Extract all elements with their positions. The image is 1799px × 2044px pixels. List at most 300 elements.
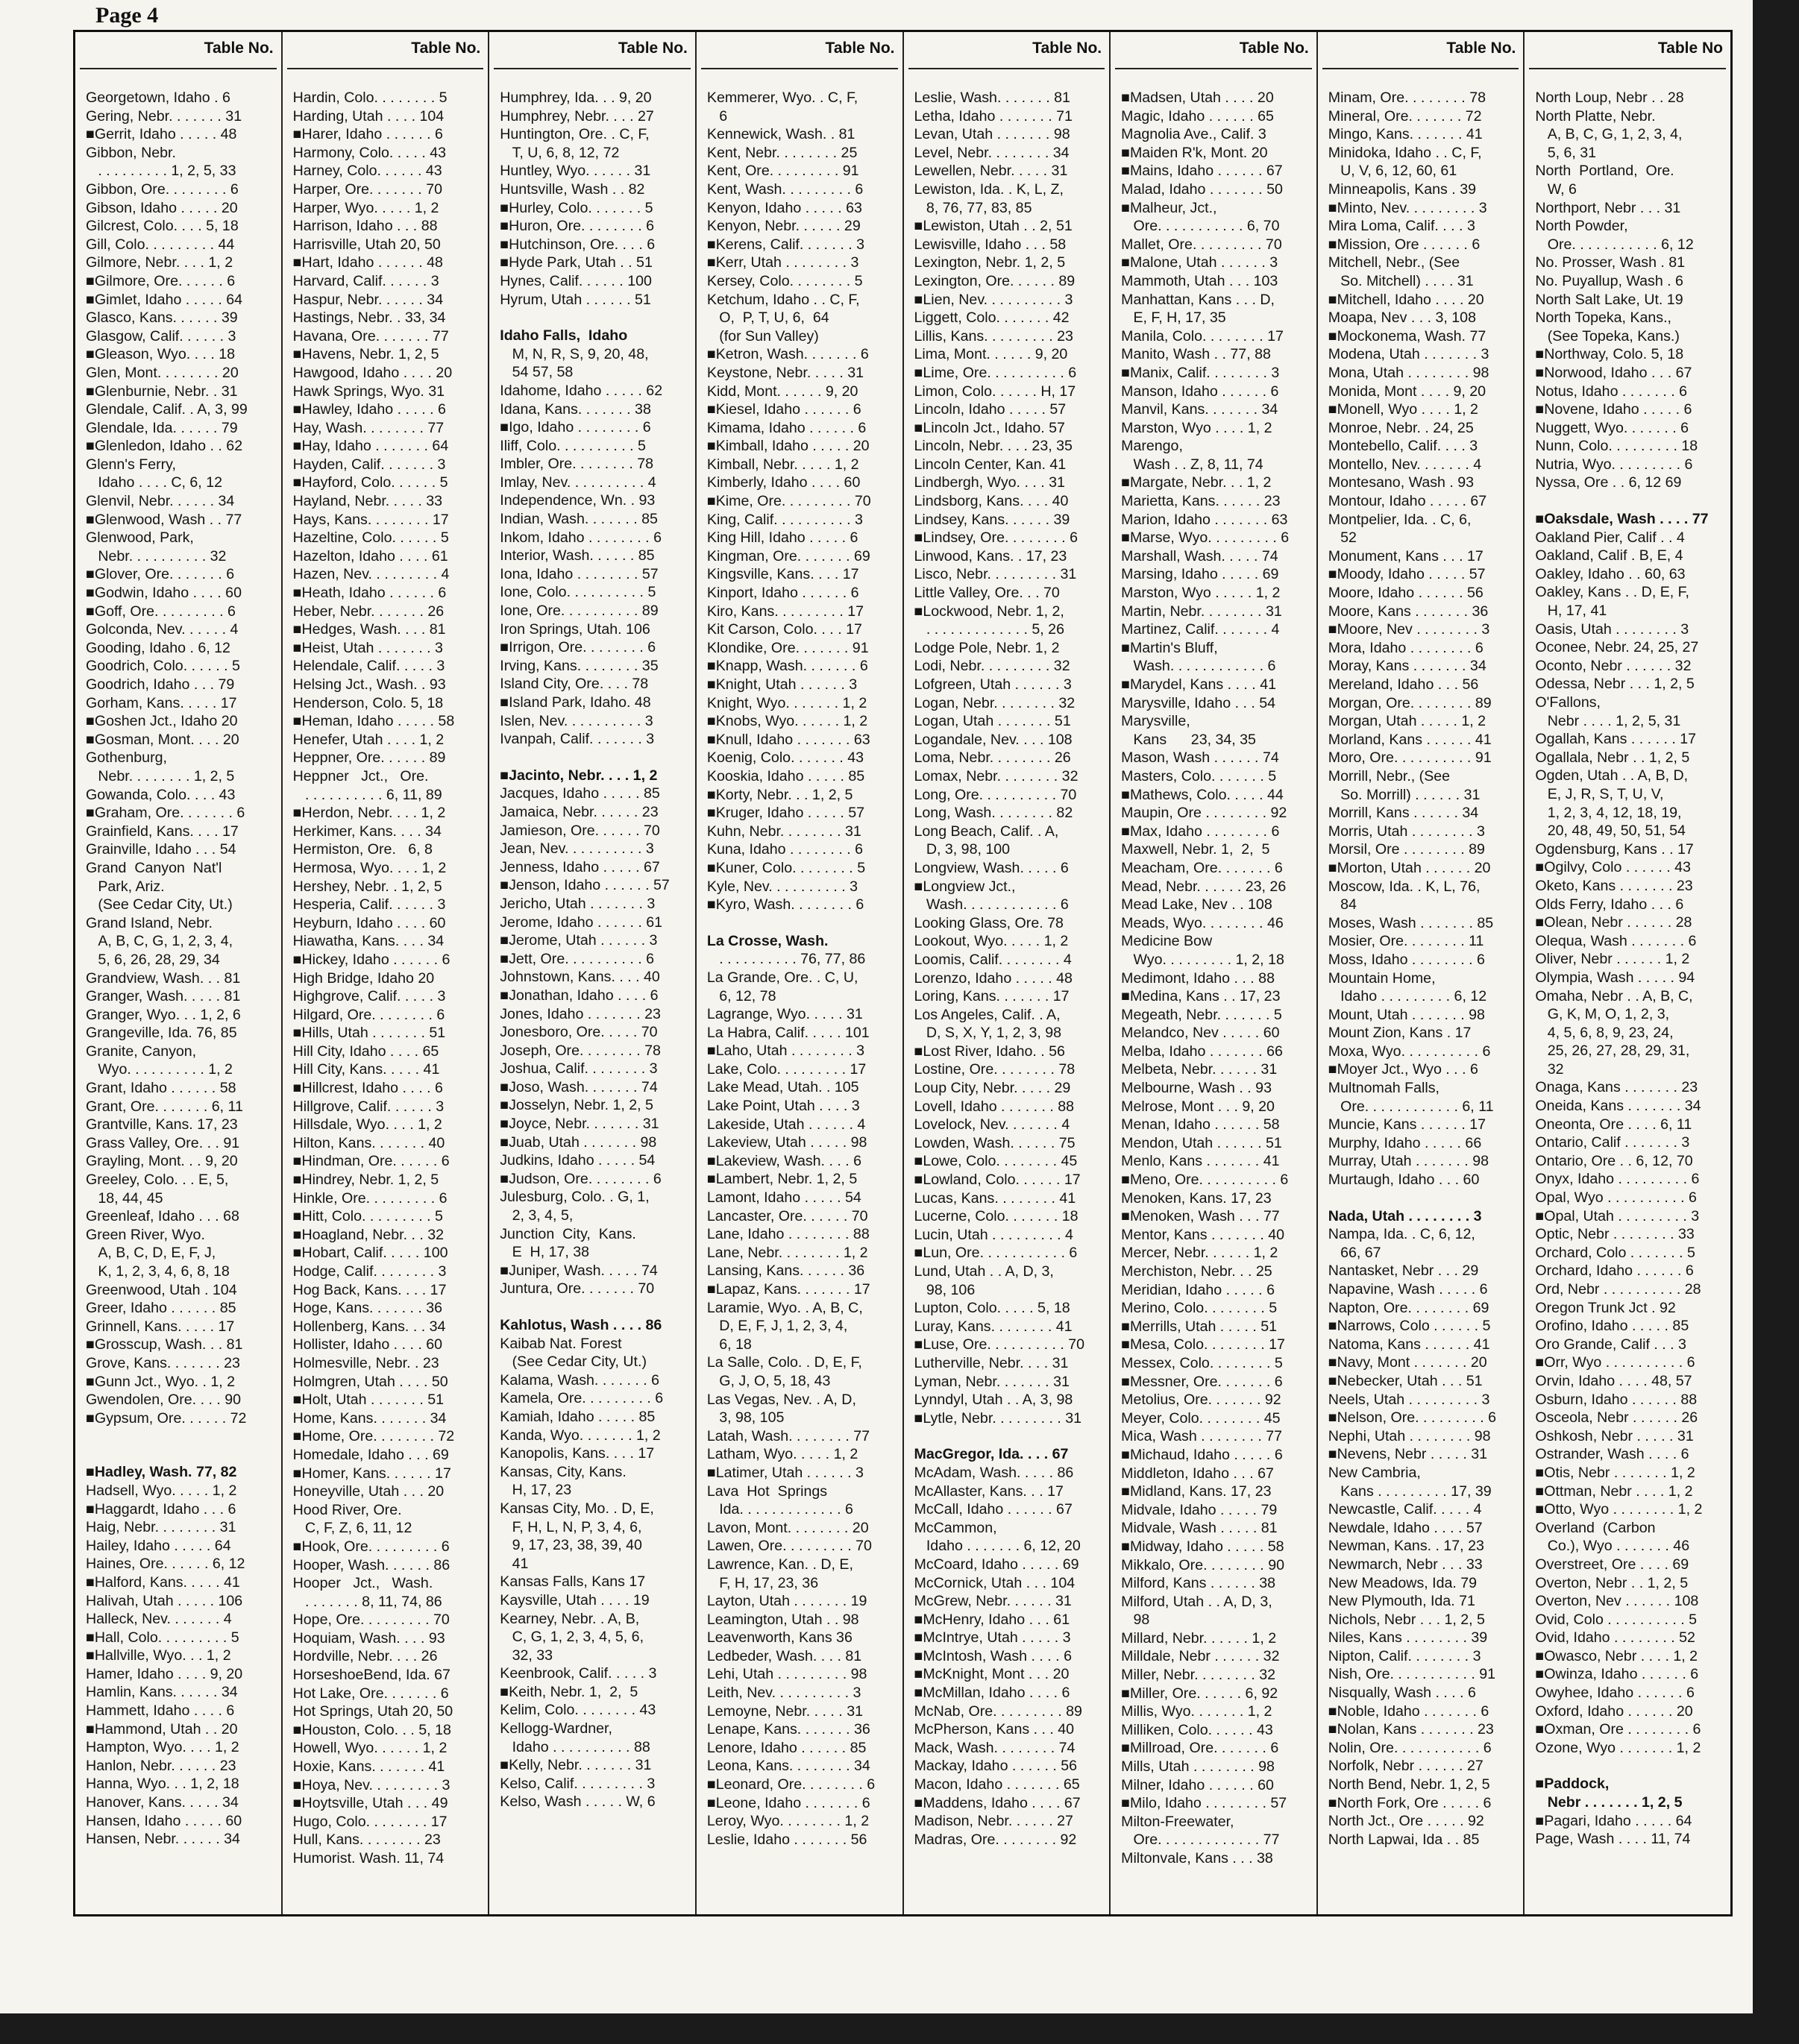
station-entry: ■Hadley, Wash. 77, 82	[86, 1464, 237, 1481]
station-entry: Islen, Nev. . . . . . . . . . 3	[500, 712, 653, 729]
station-entry: 66, 67	[1328, 1244, 1381, 1261]
station-entry: Julesburg, Colo. . G, 1,	[500, 1189, 650, 1206]
station-entry: Harmony, Colo. . . . . 43	[292, 144, 447, 161]
station-entry: ■Paddock,	[1535, 1776, 1610, 1793]
station-entry: Kaysville, Utah . . . . 19	[500, 1591, 650, 1609]
station-entry: Messex, Colo. . . . . . . . 5	[1121, 1354, 1283, 1371]
station-entry: 98	[1121, 1611, 1150, 1629]
station-entry: Murphy, Idaho . . . . . 66	[1328, 1134, 1482, 1151]
station-entry: ■Lambert, Nebr. 1, 2, 5	[706, 1171, 858, 1188]
station-entry: Greeley, Colo. . . E, 5,	[86, 1172, 229, 1189]
station-entry: Nyssa, Ore . . 6, 12 69	[1535, 474, 1682, 491]
station-entry: Kiro, Kans. . . . . . . . . 17	[706, 603, 864, 620]
station-entry: Mendon, Utah . . . . . . 51	[1121, 1134, 1282, 1151]
station-entry: Leith, Nev. . . . . . . . . . 3	[706, 1685, 861, 1702]
station-entry: Honeyville, Utah . . . 20	[292, 1483, 445, 1500]
station-entry: Mona, Utah . . . . . . . . 98	[1328, 364, 1489, 381]
station-entry: Kansas Falls, Kans 17	[500, 1573, 646, 1591]
station-entry: Megeath, Nebr. . . . . . . 5	[1121, 1006, 1282, 1023]
station-entry: Kuhn, Nebr. . . . . . . . 31	[706, 823, 861, 840]
station-entry: Hammett, Idaho . . . . 6	[86, 1702, 235, 1720]
station-entry: 5, 6, 26, 28, 29, 34	[86, 951, 220, 968]
station-entry: Ogallah, Kans . . . . . . 17	[1535, 731, 1697, 748]
station-entry: Lexington, Nebr. 1, 2, 5	[914, 254, 1066, 271]
station-entry: Morrill, Kans . . . . . . 34	[1328, 805, 1479, 822]
station-entry: Green River, Wyo.	[86, 1226, 205, 1243]
station-entry: Menoken, Kans. 17, 23	[1121, 1189, 1272, 1207]
station-entry: Morris, Utah . . . . . . . . 3	[1328, 823, 1485, 840]
station-entry: Hazelton, Idaho . . . . 61	[292, 547, 448, 565]
station-entry: Ontario, Ore . . 6, 12, 70	[1535, 1152, 1693, 1169]
station-entry: Olds Ferry, Idaho . . . 6	[1535, 896, 1684, 913]
station-entry: Omaha, Nebr . . A, B, C,	[1535, 987, 1693, 1004]
station-entry: Lookout, Wyo. . . . . 1, 2	[914, 933, 1069, 950]
station-entry: Oshkosh, Nebr . . . . . 31	[1535, 1427, 1694, 1444]
station-entry: Grandview, Wash. . . 81	[86, 969, 241, 987]
station-entry: Iliff, Colo. . . . . . . . . . 5	[500, 437, 646, 454]
station-entry: Jean, Nev. . . . . . . . . . 3	[500, 840, 654, 858]
station-entry: Lewisville, Idaho . . . 58	[914, 236, 1067, 253]
station-entry: ■Gosman, Mont. . . . 20	[86, 731, 239, 748]
station-entry: ■Novene, Idaho . . . . . 6	[1535, 401, 1692, 418]
station-entry: Overstreet, Ore . . . . 69	[1535, 1556, 1689, 1573]
station-entry: Milliken, Colo. . . . . . 43	[1121, 1721, 1273, 1738]
station-entry: Moss, Idaho . . . . . . . . 6	[1328, 951, 1485, 968]
station-entry: Hailey, Idaho . . . . . 64	[86, 1537, 231, 1554]
station-entry: Heppner, Ore. . . . . . 89	[292, 749, 446, 767]
station-entry: Henderson, Colo. 5, 18	[292, 694, 444, 711]
station-entry: Hastings, Nebr. . 33, 34	[292, 309, 446, 327]
station-entry: ■Mesa, Colo. . . . . . . . 17	[1121, 1336, 1285, 1353]
station-entry: Juntura, Ore. . . . . . . 70	[500, 1280, 655, 1298]
station-entry: Kuna, Idaho . . . . . . . . 6	[706, 841, 863, 858]
station-entry: ■Haggardt, Idaho . . . 6	[86, 1500, 236, 1518]
station-entry: ■Oxman, Ore . . . . . . . . 6	[1535, 1721, 1701, 1738]
station-entry: Glenwood, Park,	[86, 529, 194, 547]
station-entry: North Powder,	[1535, 218, 1628, 235]
station-entry: Gering, Nebr. . . . . . . 31	[86, 107, 242, 125]
station-entry: ■Hart, Idaho . . . . . . 48	[292, 254, 443, 271]
station-entry: ■Midway, Idaho . . . . . 58	[1121, 1538, 1284, 1555]
station-entry: Mack, Wash. . . . . . . . 74	[914, 1739, 1076, 1756]
station-entry: Idahome, Idaho . . . . . 62	[500, 382, 663, 399]
station-entry: Halivah, Utah . . . . . 106	[86, 1592, 243, 1609]
station-entry: ■Moody, Idaho . . . . . 57	[1328, 566, 1486, 583]
station-entry: Mereland, Idaho . . . 56	[1328, 676, 1479, 693]
station-entry: ■Miller, Ore. . . . . . 6, 92	[1121, 1685, 1278, 1702]
station-entry: Hollenberg, Kans. . . 34	[292, 1318, 446, 1335]
station-entry: Meyer, Colo. . . . . . . . 45	[1121, 1409, 1281, 1427]
station-entry: ■Judson, Ore. . . . . . . . 6	[500, 1170, 662, 1187]
column-header: Table No.	[494, 32, 691, 69]
station-entry: Granger, Wash. . . . . 81	[86, 988, 241, 1005]
station-entry: 2, 3, 4, 5,	[500, 1207, 574, 1224]
station-entry: Hynes, Calif. . . . . . 100	[500, 272, 652, 289]
station-entry: ■Irrigon, Ore. . . . . . . . 6	[500, 639, 656, 656]
station-entry: McGrew, Nebr. . . . . . 31	[914, 1593, 1072, 1610]
station-entry: Modena, Utah . . . . . . . 3	[1328, 346, 1489, 363]
station-entry: Lomax, Nebr. . . . . . . . 32	[914, 767, 1079, 784]
station-entry: McCall, Idaho . . . . . . 67	[914, 1501, 1073, 1518]
station-entry: G, J, O, 5, 18, 43	[706, 1372, 831, 1389]
station-entry: ■Knapp, Wash. . . . . . . 6	[706, 658, 868, 675]
station-entry: Grayling, Mont. . . 9, 20	[86, 1153, 238, 1170]
station-entry: . . . . . . . . . 1, 2, 5, 33	[86, 163, 236, 180]
station-entry: Marietta, Kans. . . . . . 23	[1121, 493, 1281, 510]
station-entry: ■Jett, Ore. . . . . . . . . . 6	[500, 950, 654, 967]
station-entry: ■Otto, Wyo . . . . . . . . 1, 2	[1535, 1501, 1703, 1518]
station-entry: Logan, Nebr. . . . . . . . 32	[914, 694, 1076, 711]
station-entry: Hyrum, Utah . . . . . . 51	[500, 291, 651, 308]
station-entry: Heyburn, Idaho . . . . 60	[292, 914, 446, 931]
station-entry: Hope, Ore. . . . . . . . . 70	[292, 1611, 450, 1629]
station-entry: Minam, Ore. . . . . . . . 78	[1328, 89, 1486, 106]
station-entry: Nephi, Utah . . . . . . . . 98	[1328, 1427, 1491, 1444]
station-entry: Mineral, Ore. . . . . . . 72	[1328, 107, 1482, 125]
station-entry: Herkimer, Kans. . . . 34	[292, 823, 442, 840]
station-entry: Logan, Utah . . . . . . . 51	[914, 713, 1071, 730]
station-entry: Helendale, Calif. . . . . 3	[292, 658, 445, 675]
station-entry: ■Glover, Ore. . . . . . . 6	[86, 566, 235, 583]
station-entry: ■Hitt, Colo. . . . . . . . . 5	[292, 1208, 443, 1225]
station-entry: Mills, Utah . . . . . . . . 98	[1121, 1758, 1275, 1776]
station-entry: Nebr . . . . . . . 1, 2, 5	[1535, 1794, 1683, 1811]
station-entry: Lewellen, Nebr. . . . . 31	[914, 163, 1068, 180]
station-entry: Kidd, Mont. . . . . . 9, 20	[706, 383, 858, 400]
station-entry: Lake Point, Utah . . . . 3	[706, 1098, 860, 1115]
station-entry: Monida, Mont . . . . 9, 20	[1328, 383, 1486, 400]
station-entry: Glendale, Calif. . A, 3, 99	[86, 401, 248, 418]
station-entry: Mount, Utah . . . . . . . 98	[1328, 1006, 1485, 1023]
station-entry: E H, 17, 38	[500, 1244, 590, 1261]
station-entry: ■Otis, Nebr . . . . . . . 1, 2	[1535, 1464, 1695, 1481]
station-entry: Moray, Kans . . . . . . . 34	[1328, 658, 1486, 675]
station-entry: Liggett, Colo. . . . . . . 42	[914, 309, 1070, 327]
station-entry: Hordville, Nebr. . . . 26	[292, 1648, 438, 1665]
station-entry: ■Hoya, Nev. . . . . . . . . 3	[292, 1776, 450, 1793]
station-entry: ■Malone, Utah . . . . . . 3	[1121, 254, 1278, 271]
station-entry: Melbourne, Wash . . 93	[1121, 1080, 1272, 1097]
station-entry: Idaho . . . . . . . 6, 12, 20	[914, 1538, 1081, 1555]
station-entry: Minneapolis, Kans . 39	[1328, 180, 1476, 198]
station-entry: Glenvil, Nebr. . . . . . 34	[86, 493, 235, 510]
station-entry: Millis, Wyo. . . . . . . 1, 2	[1121, 1703, 1272, 1720]
station-entry: Hill City, Idaho . . . . 65	[292, 1043, 439, 1060]
station-entry: Gibson, Idaho . . . . . 20	[86, 199, 238, 216]
station-entry: 8, 76, 77, 83, 85	[914, 199, 1032, 216]
station-entry: La Crosse, Wash.	[706, 932, 829, 949]
station-entry: Marion, Idaho . . . . . . . 63	[1121, 511, 1288, 528]
station-entry: Ione, Colo. . . . . . . . . . 5	[500, 584, 656, 601]
station-entry: Lindsey, Kans. . . . . . 39	[914, 511, 1070, 528]
station-entry: Overland (Carbon	[1535, 1519, 1656, 1536]
station-entry: Oliver, Nebr . . . . . . 1, 2	[1535, 951, 1690, 968]
station-entry: Harper, Ore. . . . . . . 70	[292, 180, 442, 198]
station-entry: Mackay, Idaho . . . . . . 56	[914, 1758, 1078, 1775]
station-entry: Layton, Utah . . . . . . . 19	[706, 1593, 867, 1610]
index-column	[283, 32, 490, 1914]
station-entry: 6, 12, 78	[706, 987, 776, 1004]
station-entry: Harding, Utah . . . . 104	[292, 107, 445, 125]
station-entry: ■Nelson, Ore. . . . . . . . . 6	[1328, 1409, 1497, 1427]
station-entry: New Plymouth, Ida. 71	[1328, 1593, 1475, 1610]
station-entry: ■Lost River, Idaho. . 56	[914, 1043, 1065, 1060]
station-entry: Nutria, Wyo. . . . . . . . . 6	[1535, 456, 1693, 473]
station-entry: Lancaster, Ore. . . . . . 70	[706, 1207, 868, 1224]
station-entry: E, F, H, 17, 35	[1121, 309, 1226, 327]
station-entry: ■Leonard, Ore. . . . . . . . 6	[706, 1776, 876, 1793]
station-entry: ■Merrills, Utah . . . . . 51	[1121, 1318, 1278, 1335]
station-entry: Hot Lake, Ore. . . . . . . 6	[292, 1685, 449, 1702]
station-entry: ■Mockonema, Wash. 77	[1328, 327, 1486, 345]
station-entry: Osceola, Nebr . . . . . . 26	[1535, 1409, 1698, 1427]
station-entry: ■Moore, Nev . . . . . . . . 3	[1328, 621, 1490, 638]
station-entry: 41	[500, 1555, 529, 1572]
station-entry: ■Oaksdale, Wash . . . . 77	[1535, 511, 1709, 528]
station-entry: Oxford, Idaho . . . . . . 20	[1535, 1702, 1693, 1720]
station-entry: ■Heath, Idaho . . . . . . 6	[292, 585, 447, 602]
station-entry: Huntington, Ore. . C, F,	[500, 126, 650, 143]
station-entry: Niles, Kans . . . . . . . . 39	[1328, 1629, 1488, 1647]
station-entry: ■Glenwood, Wash . . 77	[86, 511, 242, 528]
station-entry: ■Kimball, Idaho . . . . . 20	[706, 438, 870, 455]
station-entry: ■Kruger, Idaho . . . . . 57	[706, 805, 865, 822]
station-entry: Lyman, Nebr. . . . . . . 31	[914, 1373, 1070, 1390]
station-entry: Moore, Kans . . . . . . . 36	[1328, 603, 1489, 620]
station-entry: ■Hindman, Ore. . . . . . 6	[292, 1153, 450, 1170]
station-entry: Kimball, Nebr. . . . . 1, 2	[706, 456, 859, 473]
station-entry: ■Owinza, Idaho . . . . . . 6	[1535, 1666, 1699, 1683]
station-entry: Hazen, Nev. . . . . . . . . 4	[292, 566, 450, 583]
station-entry: Kooskia, Idaho . . . . . 85	[706, 767, 865, 784]
station-entry: Morgan, Ore. . . . . . . . 89	[1328, 694, 1492, 711]
station-entry: Lowden, Wash. . . . . . 75	[914, 1134, 1076, 1151]
station-entry: Lima, Mont. . . . . . 9, 20	[914, 346, 1068, 363]
station-entry: Leslie, Wash. . . . . . . 81	[914, 89, 1070, 106]
station-entry: Overton, Nebr . . 1, 2, 5	[1535, 1574, 1689, 1591]
station-entry: ■Hyde Park, Utah . . 51	[500, 254, 653, 271]
station-entry: Gill, Colo. . . . . . . . . 44	[86, 236, 235, 253]
station-entry: King, Calif. . . . . . . . . . 3	[706, 511, 863, 528]
station-entry: Grant, Ore. . . . . . . 6, 11	[86, 1098, 243, 1115]
station-entry: ■Godwin, Idaho . . . . 60	[86, 585, 242, 602]
station-entry: ■Gypsum, Ore. . . . . . 72	[86, 1409, 247, 1427]
station-entry: ■Knobs, Wyo. . . . . . 1, 2	[706, 713, 868, 730]
station-entry: Lamont, Idaho . . . . . 54	[706, 1189, 861, 1207]
station-entry: Havana, Ore. . . . . . . 77	[292, 327, 449, 345]
station-entry: Lincoln Center, Kan. 41	[914, 456, 1067, 473]
station-entry: ■Home, Ore. . . . . . . . 72	[292, 1428, 455, 1445]
station-entry: Hooper, Wash. . . . . . 86	[292, 1556, 450, 1573]
station-entry: ■Hedges, Wash. . . . 81	[292, 621, 446, 638]
station-entry: Lenape, Kans. . . . . . . 36	[706, 1721, 870, 1738]
station-entry: Hillgrove, Calif. . . . . . 3	[292, 1098, 445, 1115]
station-entry: Hays, Kans. . . . . . . . 17	[292, 511, 449, 528]
station-entry: Mira Loma, Calif. . . . 3	[1328, 218, 1475, 235]
station-entry: Grove, Kans. . . . . . . 23	[86, 1354, 240, 1371]
station-entry: Ore. . . . . . . . . . . . 6, 11	[1328, 1098, 1494, 1115]
station-entry: Lakeside, Utah . . . . . . 4	[706, 1116, 866, 1133]
station-entry: Letha, Idaho . . . . . . . 71	[914, 107, 1073, 125]
station-entry: Kent, Nebr. . . . . . . . 25	[706, 144, 858, 161]
station-entry: Kinport, Idaho . . . . . . 6	[706, 585, 859, 602]
station-entry: Idana, Kans. . . . . . . 38	[500, 400, 651, 418]
station-list	[500, 69, 688, 1811]
station-entry: McCammon,	[914, 1519, 997, 1536]
station-entry: Junction City, Kans.	[500, 1225, 636, 1242]
station-entry: Keystone, Nebr. . . . . 31	[706, 364, 864, 381]
station-entry: ■Ogilvy, Colo . . . . . . 43	[1535, 859, 1691, 876]
station-entry: ■Lakeview, Wash. . . . 6	[706, 1152, 862, 1169]
station-entry: Overton, Nev . . . . . . 108	[1535, 1593, 1699, 1610]
station-entry: Lovell, Idaho . . . . . . . 88	[914, 1098, 1075, 1115]
station-entry: North Lapwai, Ida . . 85	[1328, 1831, 1480, 1848]
station-entry: Millard, Nebr. . . . . . 1, 2	[1121, 1629, 1277, 1647]
station-entry: Melrose, Mont . . . 9, 20	[1121, 1098, 1275, 1115]
station-entry: Humphrey, Nebr. . . . 27	[500, 107, 654, 125]
station-entry: Iona, Idaho . . . . . . . . 57	[500, 565, 659, 582]
station-entry: ■Nevens, Nebr . . . . . 31	[1328, 1446, 1488, 1463]
station-entry: Montello, Nev. . . . . . . 4	[1328, 456, 1482, 473]
station-entry: Los Angeles, Calif. . A,	[914, 1006, 1061, 1023]
station-entry: Miller, Nebr. . . . . . . . 32	[1121, 1667, 1276, 1684]
station-entry: Oro Grande, Calif . . . 3	[1535, 1336, 1686, 1353]
station-entry: D, S, X, Y, 1, 2, 3, 98	[914, 1025, 1062, 1042]
station-entry: T, U, 6, 8, 12, 72	[500, 144, 620, 161]
station-entry: Moapa, Nev . . . 3, 108	[1328, 309, 1476, 327]
station-entry: Orvin, Idaho . . . . 48, 57	[1535, 1372, 1692, 1389]
station-entry: ■Korty, Nebr. . . 1, 2, 5	[706, 786, 853, 803]
station-entry: Lane, Idaho . . . . . . . . 88	[706, 1226, 870, 1243]
station-entry: Hodge, Calif. . . . . . . . 3	[292, 1263, 447, 1280]
station-entry: 18, 44, 45	[86, 1189, 163, 1207]
station-entry: Lava Hot Springs	[706, 1482, 828, 1500]
station-entry: Lodi, Nebr. . . . . . . . . 32	[914, 658, 1070, 675]
station-entry: ■Hoytsville, Utah . . . 49	[292, 1795, 448, 1812]
station-entry: Martin, Nebr. . . . . . . . 31	[1121, 603, 1282, 620]
station-entry: Indian, Wash. . . . . . . 85	[500, 511, 658, 528]
station-entry: Notus, Idaho . . . . . . . 6	[1535, 383, 1688, 400]
station-entry: Kellogg-Wardner,	[500, 1720, 612, 1738]
station-entry: Lindsborg, Kans. . . . 40	[914, 493, 1069, 510]
station-entry: Mead Lake, Nev . . 108	[1121, 896, 1272, 913]
station-entry: Onyx, Idaho . . . . . . . . . 6	[1535, 1171, 1700, 1188]
station-entry: Murray, Utah . . . . . . . 98	[1328, 1153, 1489, 1170]
station-entry: ■Hayford, Colo. . . . . . 5	[292, 474, 448, 491]
station-entry: Miltonvale, Kans . . . 38	[1121, 1850, 1273, 1867]
station-entry: Onaga, Kans . . . . . . . 23	[1535, 1079, 1698, 1096]
station-entry: Madras, Ore. . . . . . . . 92	[914, 1831, 1077, 1848]
station-entry: Opal, Wyo . . . . . . . . . . 6	[1535, 1189, 1697, 1207]
station-entry: Harper, Wyo. . . . . 1, 2	[292, 199, 439, 216]
station-entry: 1, 2, 3, 4, 12, 18, 19,	[1535, 804, 1682, 821]
station-entry: Goodrich, Colo. . . . . . 5	[86, 658, 240, 675]
station-entry: Looking Glass, Ore. 78	[914, 914, 1064, 931]
station-entry: Longview, Wash. . . . . 6	[914, 859, 1069, 876]
column-header: Table No.	[80, 32, 277, 69]
station-entry: ■Hindrey, Nebr. 1, 2, 5	[292, 1172, 439, 1189]
station-entry: Manito, Wash . . 77, 88	[1121, 346, 1271, 363]
station-entry: Latah, Wash. . . . . . . . 77	[706, 1427, 870, 1444]
station-entry: Kit Carson, Colo. . . . 17	[706, 621, 862, 638]
station-entry: Orchard, Colo . . . . . . . 5	[1535, 1244, 1695, 1261]
station-entry: Ore. . . . . . . . . . . . . 77	[1121, 1831, 1280, 1849]
station-entry: Hugo, Colo. . . . . . . . 17	[292, 1813, 448, 1830]
station-entry: Nish, Ore. . . . . . . . . . . 91	[1328, 1666, 1496, 1683]
station-entry: ■Monell, Wyo . . . . 1, 2	[1328, 401, 1478, 418]
station-entry: Melandco, Nev . . . . . 60	[1121, 1025, 1280, 1042]
station-entry: Kans 23, 34, 35	[1121, 731, 1256, 748]
station-entry: Minidoka, Idaho . . C, F,	[1328, 144, 1482, 161]
station-entry: Lane, Nebr. . . . . . . . 1, 2	[706, 1244, 868, 1261]
station-entry: ■Minto, Nev. . . . . . . . . 3	[1328, 199, 1487, 216]
station-entry: C, G, 1, 2, 3, 4, 5, 6,	[500, 1629, 644, 1646]
station-entry: Kimama, Idaho . . . . . . 6	[706, 419, 867, 436]
station-entry: Nolin, Ore. . . . . . . . . . . 6	[1328, 1739, 1492, 1756]
station-list	[1121, 69, 1309, 1868]
station-entry: Lucas, Kans. . . . . . . . 41	[914, 1189, 1076, 1207]
station-entry: Milford, Utah . . A, D, 3,	[1121, 1593, 1272, 1610]
station-entry: 4, 5, 6, 8, 9, 23, 24,	[1535, 1024, 1674, 1041]
station-entry: Hillsdale, Wyo. . . . 1, 2	[292, 1116, 442, 1133]
station-entry: Wash. . . . . . . . . . . . 6	[1121, 658, 1276, 675]
station-entry: G, K, M, O, 1, 2, 3,	[1535, 1006, 1670, 1023]
station-entry: ■McMillan, Idaho . . . . 6	[914, 1685, 1070, 1702]
station-entry: North Topeka, Kans.,	[1535, 309, 1671, 327]
station-entry: Page, Wash . . . . 11, 74	[1535, 1831, 1691, 1848]
station-entry: Kans . . . . . . . . . 17, 39	[1328, 1482, 1492, 1500]
station-entry: Menan, Idaho . . . . . . 58	[1121, 1116, 1280, 1133]
station-entry: Loring, Kans. . . . . . . 17	[914, 988, 1070, 1005]
station-entry: Marysville, Idaho . . . 54	[1121, 694, 1276, 711]
station-entry: Koenig, Colo. . . . . . . 43	[706, 749, 864, 767]
station-entry: Ogallala, Nebr . . 1, 2, 5	[1535, 749, 1690, 766]
station-entry: Mikkalo, Ore. . . . . . . . 90	[1121, 1556, 1284, 1573]
station-entry: Jacques, Idaho . . . . . 85	[500, 785, 660, 802]
station-entry: Jerome, Idaho . . . . . . 61	[500, 913, 663, 931]
station-entry: ■Hobart, Calif. . . . . 100	[292, 1245, 448, 1262]
station-entry: 20, 48, 49, 50, 51, 54	[1535, 823, 1686, 840]
station-entry: ■Josselyn, Nebr. 1, 2, 5	[500, 1097, 653, 1114]
station-index-table	[73, 30, 1733, 1916]
station-entry: Hog Back, Kans. . . . 17	[292, 1281, 447, 1298]
station-entry: ■Mains, Idaho . . . . . . 67	[1121, 163, 1283, 180]
station-entry: ■Jenson, Idaho . . . . . . 57	[500, 877, 670, 894]
station-entry: McAllaster, Kans. . . 17	[914, 1482, 1064, 1500]
station-entry: Mora, Idaho . . . . . . . . 6	[1328, 639, 1484, 656]
station-entry: Helsing Jct., Wash. . 93	[292, 676, 446, 693]
station-entry: (See Topeka, Kans.)	[1535, 327, 1680, 345]
station-entry: Hermiston, Ore. 6, 8	[292, 841, 433, 858]
station-entry: Greer, Idaho . . . . . . 85	[86, 1300, 236, 1317]
station-entry: Olympia, Wash . . . . . 94	[1535, 969, 1695, 986]
station-entry: North Portland, Ore.	[1535, 163, 1674, 180]
station-entry: ■Luse, Ore. . . . . . . . . . 70	[914, 1336, 1085, 1353]
station-entry: Kent, Ore. . . . . . . . . 91	[706, 163, 859, 180]
station-entry: Hull, Kans. . . . . . . . 23	[292, 1831, 441, 1849]
station-entry: Marengo,	[1121, 438, 1183, 455]
station-entry: Greenleaf, Idaho . . . 68	[86, 1208, 239, 1225]
station-entry: ■Gunn Jct., Wyo. . 1, 2	[86, 1373, 236, 1390]
station-entry: Leavenworth, Kans 36	[706, 1629, 853, 1647]
station-entry: ■McIntrye, Utah . . . . . 3	[914, 1629, 1071, 1647]
station-entry: Oneonta, Ore . . . . 6, 11	[1535, 1116, 1692, 1133]
station-entry: ■Malheur, Jct.,	[1121, 199, 1217, 216]
station-list	[1535, 69, 1723, 1849]
station-entry: ■Martin's Bluff,	[1121, 639, 1218, 656]
station-entry: (See Cedar City, Ut.)	[500, 1353, 647, 1371]
station-entry: ■Hoagland, Nebr. . . 32	[292, 1226, 445, 1243]
